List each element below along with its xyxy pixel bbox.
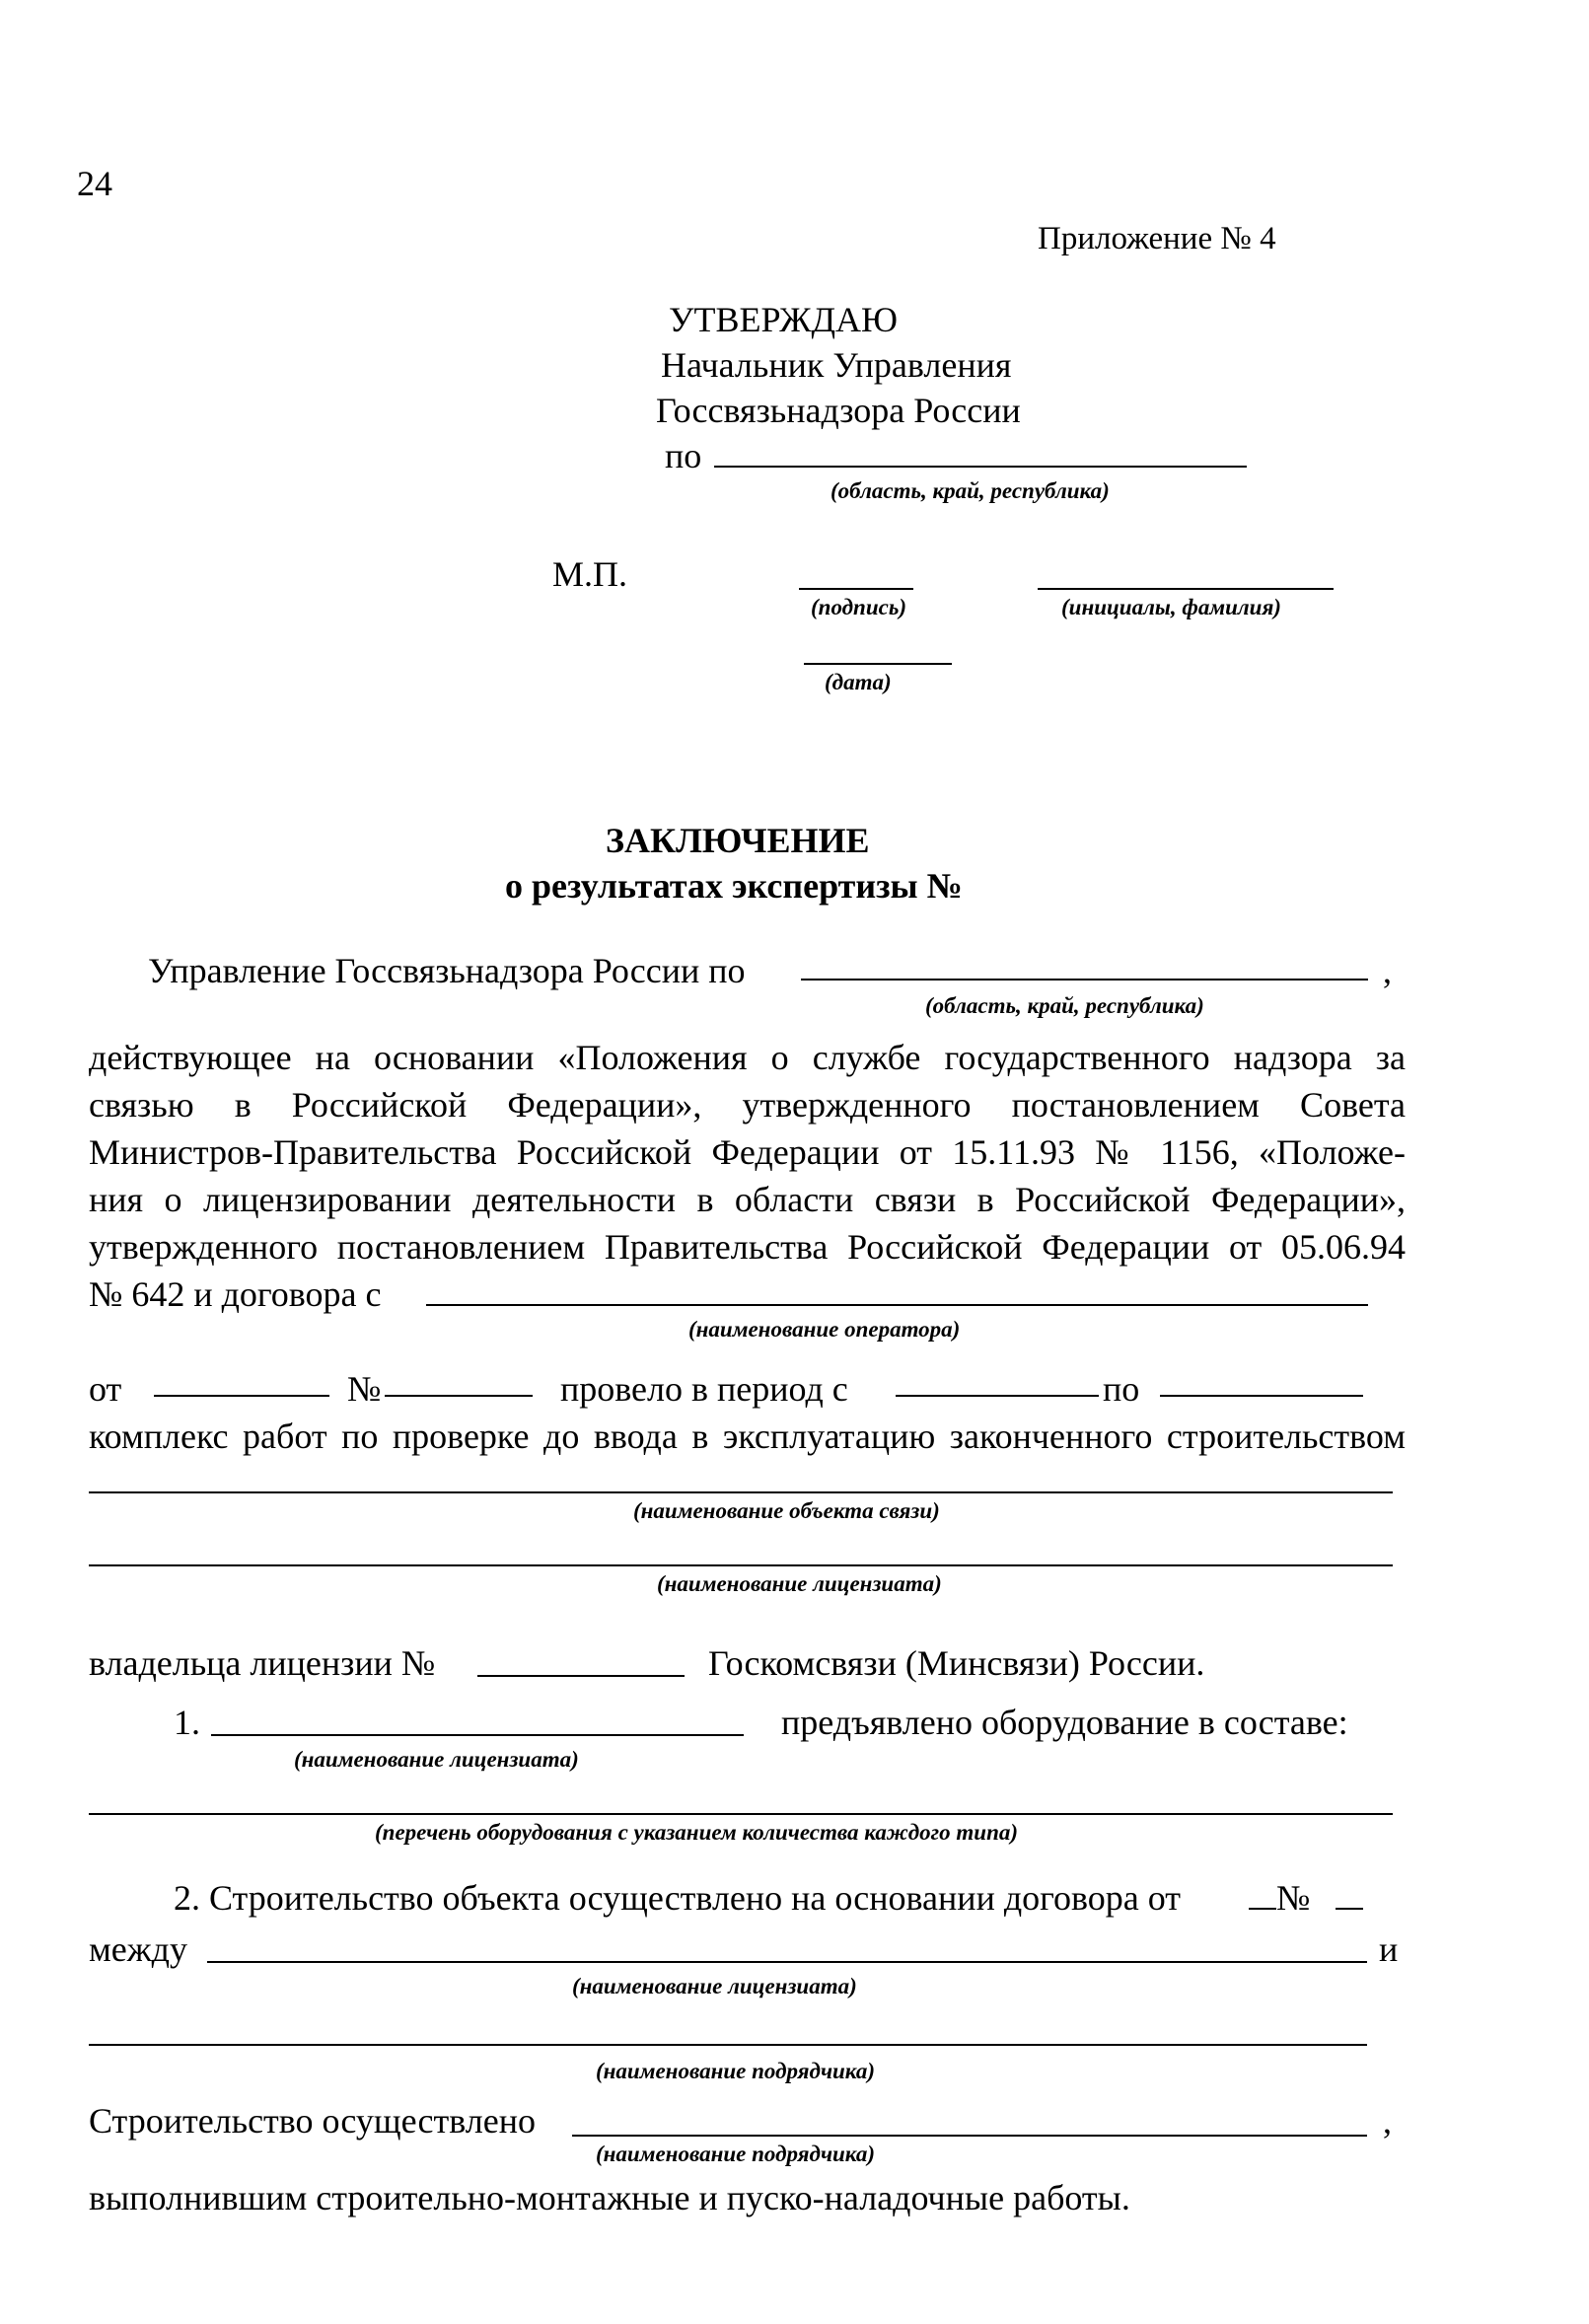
item2-date-line [1249, 1908, 1276, 1910]
paragraph-line-2: связью в Российской Федерации», утвержденного постановлением Совета [89, 1085, 1406, 1125]
name-caption: (инициалы, фамилия) [1061, 595, 1281, 619]
object-caption: (наименование объекта связи) [633, 1498, 940, 1523]
approval-region-line [714, 466, 1247, 468]
document-subtitle: о результатах экспертизы № [505, 866, 963, 906]
paragraph-line-4: ния о лицензировании деятельности в области связи в Российской Федерации», [89, 1180, 1406, 1219]
item2-number-label: № [1276, 1878, 1311, 1918]
stamp-label: М.П. [552, 554, 628, 594]
period-from-line [896, 1395, 1099, 1397]
object-line [89, 1491, 1393, 1493]
equipment-line [89, 1813, 1393, 1815]
contractor-caption: (наименование подрядчика) [596, 2059, 876, 2083]
item2-text: 2. Строительство объекта осуществлено на основании договора от [174, 1878, 1182, 1918]
ot-label: от [89, 1369, 122, 1409]
between-label: между [89, 1929, 187, 1969]
equipment-caption: (перечень оборудования с указанием количества каждого типа) [375, 1820, 1019, 1845]
paragraph-line-1: действующее на основании «Положения о службе государственного надзора за [89, 1038, 1406, 1077]
period-label: провело в период с [560, 1369, 848, 1409]
document-title: ЗАКЛЮЧЕНИЕ [606, 821, 870, 860]
between-licensee-caption: (наименование лицензиата) [572, 1974, 857, 1998]
name-line [1038, 588, 1334, 590]
final-line: выполнившим строительно-монтажные и пуско-наладочные работы. [89, 2178, 1130, 2217]
signature-caption: (подпись) [811, 595, 907, 619]
number-label: № [347, 1369, 382, 1409]
page-number: 24 [77, 164, 112, 203]
paragraph-line-5: утвержденного постановлением Правительства Российской Федерации от 05.06.94 [89, 1227, 1406, 1267]
operator-line [426, 1304, 1368, 1306]
contract-prefix: № 642 и договора с [89, 1274, 382, 1314]
licensee-line [89, 1564, 1393, 1566]
construction-label: Строительство осуществлено [89, 2101, 536, 2141]
ot-date-line [154, 1395, 329, 1397]
approval-position: Начальник Управления [661, 345, 1012, 385]
license-owner-label: владельца лицензии № [89, 1643, 436, 1683]
item1-number: 1. [174, 1703, 200, 1742]
number-line [385, 1395, 533, 1397]
item1-caption: (наименование лицензиата) [294, 1747, 579, 1772]
and-label: и [1379, 1929, 1399, 1969]
item2-number-line [1336, 1908, 1363, 1910]
period-to-line [1160, 1395, 1363, 1397]
intro-text: Управление Госсвязьнадзора России по [148, 951, 746, 990]
paragraph-line-3: Министров-Правительства Российской Федерации от 15.11.93 № 1156, «Положе- [89, 1132, 1406, 1172]
approval-po-label: по [665, 436, 702, 475]
operator-caption: (наименование оператора) [688, 1317, 961, 1342]
contractor-line [89, 2044, 1367, 2046]
construction-contractor-caption: (наименование подрядчика) [596, 2142, 876, 2166]
approval-title: УТВЕРЖДАЮ [669, 300, 899, 339]
license-number-line [477, 1675, 685, 1677]
approval-organization: Госсвязьнадзора России [656, 391, 1021, 430]
date-line [804, 663, 952, 665]
between-licensee-line [207, 1961, 1367, 1963]
intro-comma: , [1383, 951, 1392, 990]
construction-contractor-line [572, 2135, 1367, 2137]
ministry-label: Госкомсвязи (Минсвязи) России. [708, 1643, 1205, 1683]
intro-region-line [801, 979, 1368, 980]
intro-region-caption: (область, край, республика) [925, 993, 1204, 1018]
item1-licensee-line [211, 1734, 744, 1736]
item1-text: предъявлено оборудование в составе: [781, 1703, 1348, 1742]
period-to-label: по [1103, 1369, 1140, 1409]
date-caption: (дата) [825, 670, 892, 694]
licensee-caption: (наименование лицензиата) [657, 1571, 942, 1596]
approval-region-caption: (область, край, республика) [831, 478, 1110, 503]
signature-line [799, 588, 913, 590]
appendix-label: Приложение № 4 [1038, 221, 1276, 256]
construction-comma: , [1383, 2101, 1392, 2141]
complex-line: комплекс работ по проверке до ввода в эксплуатацию законченного строительством [89, 1416, 1406, 1456]
